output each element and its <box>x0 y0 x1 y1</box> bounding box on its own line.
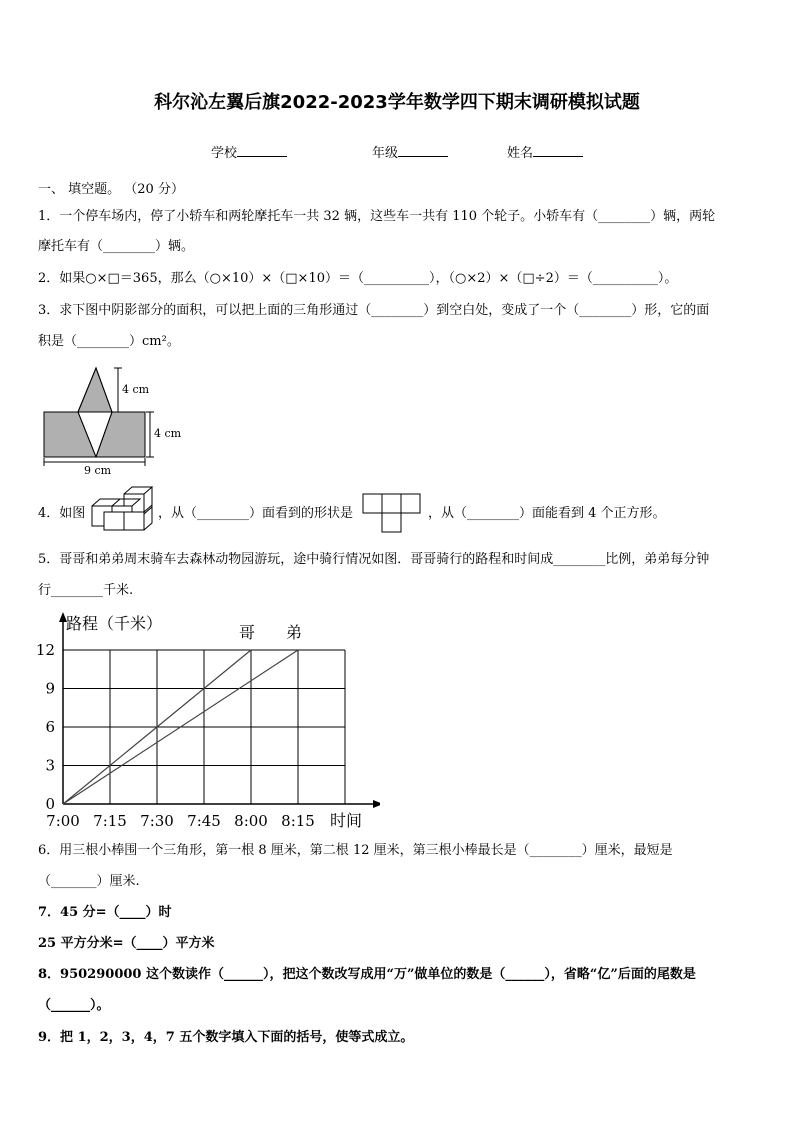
question-7-line-1: 7．45 分=（____）时 <box>38 905 172 920</box>
question-4-part-1: 4．如图 <box>38 506 86 521</box>
question-4-part-3: ，从（________）面能看到 4 个正方形。 <box>428 506 666 521</box>
shaded-area-figure <box>38 362 198 477</box>
question-5-line-2: 行________千米. <box>38 583 134 598</box>
question-3-line-2: 积是（________）cm²。 <box>38 334 180 349</box>
question-8-line-2: （______）。 <box>38 998 110 1013</box>
grade-label: 年级 <box>372 146 399 161</box>
question-7-line-2: 25 平方分米=（____）平方米 <box>38 936 215 951</box>
x-tick-label: 7:15 <box>93 812 127 830</box>
question-6-line-1: 6．用三根小棒围一个三角形，第一根 8 厘米，第二根 12 厘米，第三根小棒最长是（________）厘米，最短是 <box>38 843 673 858</box>
name-field[interactable] <box>507 142 583 161</box>
x-tick-label: 7:00 <box>46 812 80 830</box>
question-1-line-1: 1．一个停车场内，停了小轿车和两轮摩托车一共 32 辆，这些车一共有 110 个轮子。小轿车有（________）辆，两轮 <box>38 209 716 224</box>
question-2: 2．如果○×□＝365，那么（○×10）×（□×10）＝（__________），（○×2）×（□÷2）＝（__________）。 <box>38 271 678 286</box>
y-tick-label: 0 <box>45 795 55 813</box>
x-tick-label: 8:15 <box>281 812 315 830</box>
question-5-line-1: 5．哥哥和弟弟周末骑车去森林动物园游玩，途中骑行情况如图．哥哥骑行的路程和时间成________比例，弟弟每分钟 <box>38 552 710 567</box>
y-tick-label: 6 <box>45 718 55 736</box>
page-title: 科尔沁左翼后旗2022-2023学年数学四下期末调研模拟试题 <box>154 92 640 113</box>
label-bottom-9cm: 9 cm <box>84 464 112 477</box>
name-label: 姓名 <box>507 146 534 161</box>
cube-stack-figure <box>86 484 156 532</box>
y-axis-label: 路程（千米） <box>66 614 163 633</box>
series-label: 哥 <box>238 623 256 642</box>
question-6-line-2: （_______）厘米. <box>38 874 140 889</box>
section-heading: 一、 填空题。 （20 分） <box>38 182 184 197</box>
front-view-shape <box>362 493 422 533</box>
x-tick-label: 8:00 <box>234 812 268 830</box>
x-tick-label: 7:30 <box>140 812 174 830</box>
school-field[interactable] <box>211 142 287 161</box>
series-label: 弟 <box>285 623 303 642</box>
question-9: 9．把 1，2，3，4，7 五个数字填入下面的括号，使等式成立。 <box>38 1030 414 1045</box>
distance-time-chart <box>30 608 380 833</box>
label-top-4cm: 4 cm <box>122 383 150 396</box>
x-tick-label: 7:45 <box>187 812 221 830</box>
grade-field[interactable] <box>372 142 448 161</box>
y-tick-label: 12 <box>35 641 55 659</box>
label-right-4cm: 4 cm <box>154 427 182 440</box>
y-tick-label: 9 <box>45 679 55 698</box>
question-3-line-1: 3．求下图中阴影部分的面积，可以把上面的三角形通过（________）到空白处，变成了一个（________）形，它的面 <box>38 303 710 318</box>
y-tick-label: 3 <box>45 756 55 775</box>
question-8-line-1: 8．950290000 这个数读作（______），把这个数改写成用“万”做单位的数是（______），省略“亿”后面的尾数是 <box>38 967 696 982</box>
x-axis-arrow <box>373 800 380 808</box>
question-1-line-2: 摩托车有（________）辆。 <box>38 239 195 254</box>
school-label: 学校 <box>211 146 238 161</box>
x-axis-label: 时间 <box>330 811 363 830</box>
question-4-part-2: ，从（________）面看到的形状是 <box>158 506 354 521</box>
